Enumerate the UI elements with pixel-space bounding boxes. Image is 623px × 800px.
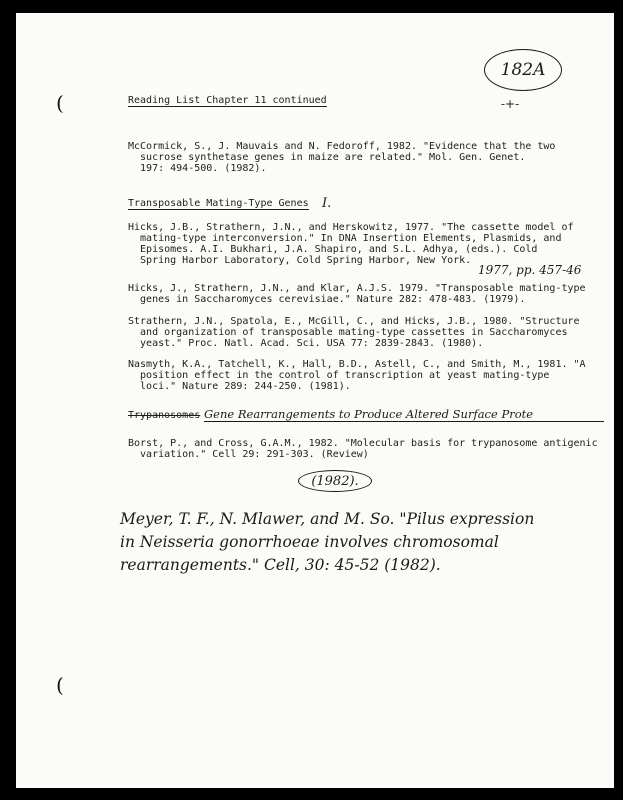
reference-line: and organization of transposable mating-type cassettes in Saccharomyces: [128, 327, 568, 338]
reference-line: genes in Saccharomyces cerevisiae." Nature 282: 478-483. (1979).: [128, 294, 526, 305]
page-number-circle: [484, 49, 562, 91]
reference-line: yeast." Proc. Natl. Acad. Sci. USA 77: 2839-2843. (1980).: [128, 338, 484, 349]
reference-line: position effect in the control of transcription at yeast mating-type: [128, 370, 550, 381]
reference-line: mating-type interconversion." In DNA Insertion Elements, Plasmids, and: [128, 233, 562, 244]
year-note: (1982).: [311, 473, 359, 489]
reference-line: Episomes. A.I. Bukhari, J.A. Shapiro, and S.L. Adhya, (eds.). Cold: [128, 244, 538, 255]
year-oval: [298, 470, 372, 492]
heading-mark: I.: [322, 196, 332, 211]
reference-line: loci." Nature 289: 244-250. (1981).: [128, 381, 351, 392]
editor-mark: -+-: [501, 97, 520, 111]
reference-line: Spring Harbor Laboratory, Cold Spring Harbor, New York.: [128, 255, 472, 266]
handwritten-line: in Neisseria gonorrhoeae involves chromosomal: [120, 533, 499, 551]
reference-line: Nasmyth, K.A., Tatchell, K., Hall, B.D., Astell, C., and Smith, M., 1981. "A: [128, 359, 586, 370]
reference-line: Strathern, J.N., Spatola, E., McGill, C., and Hicks, J.B., 1980. "Structure: [128, 316, 580, 327]
reference-line: Hicks, J., Strathern, J.N., and Klar, A.J.S. 1979. "Transposable mating-type: [128, 283, 586, 294]
struck-heading: Trypanosomes: [128, 410, 201, 421]
punch-hole-mark: (: [56, 91, 64, 115]
reference-line: Borst, P., and Cross, G.A.M., 1982. "Molecular basis for trypanosome antigenic: [128, 438, 598, 449]
reference-line: 197: 494-500. (1982).: [128, 163, 267, 174]
reference-line: Hicks, J.B., Strathern, J.N., and Herskowitz, 1977. "The cassette model of: [128, 222, 574, 233]
handwritten-heading: Gene Rearrangements to Produce Altered Surface Prote: [204, 407, 604, 422]
page-number: 182A: [500, 60, 546, 80]
reference-line: variation." Cell 29: 291-303. (Review): [128, 449, 369, 460]
handwritten-line: rearrangements." Cell, 30: 45-52 (1982).: [120, 556, 441, 574]
document-page: [16, 13, 614, 788]
section-heading: Transposable Mating-Type Genes: [128, 198, 309, 209]
punch-hole-mark: (: [56, 673, 64, 697]
page-header: Reading List Chapter 11 continued: [128, 95, 327, 106]
reference-line: McCormick, S., J. Mauvais and N. Fedoroff, 1982. "Evidence that the two: [128, 141, 556, 152]
reference-line: sucrose synthetase genes in maize are related." Mol. Gen. Genet.: [128, 152, 526, 163]
handwritten-line: Meyer, T. F., N. Mlawer, and M. So. "Pilus expression: [120, 510, 535, 528]
handwritten-pages: 1977, pp. 457-46: [478, 263, 582, 277]
